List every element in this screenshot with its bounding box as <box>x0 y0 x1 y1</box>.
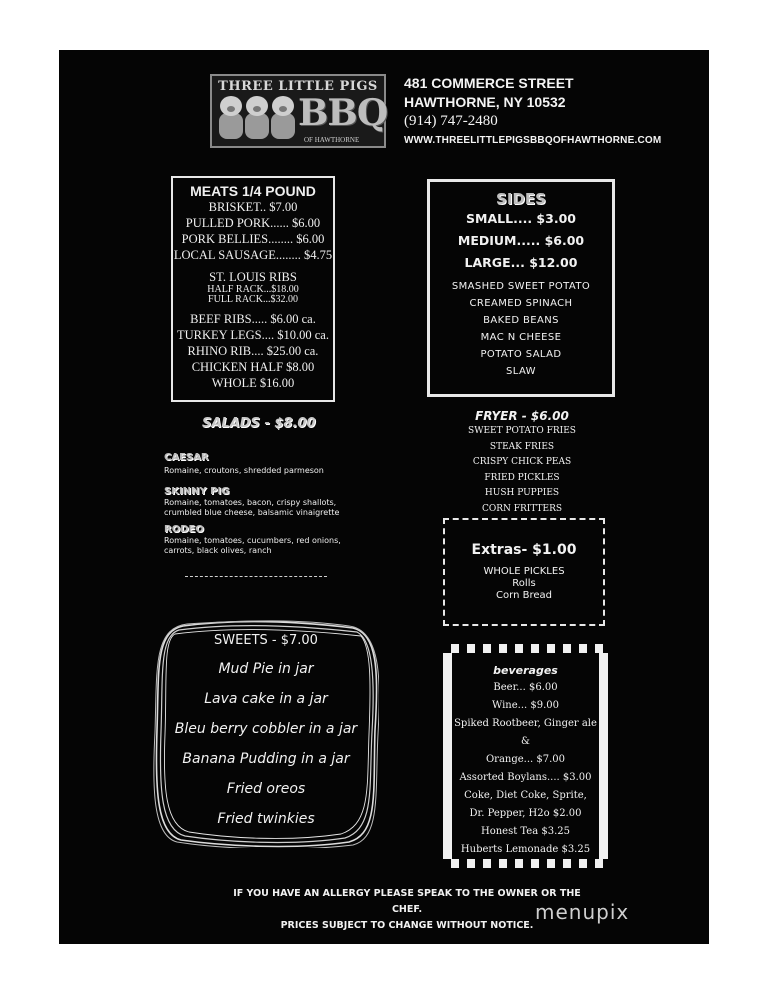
menu-item: Dr. Pepper, H2o $2.00 <box>469 808 582 819</box>
menu-item: Lava cake in a jar <box>204 691 328 707</box>
extras-title: Extras- $1.00 <box>471 542 577 558</box>
salad-description: Romaine, tomatoes, bacon, crispy shallots, crumbled blue cheese, balsamic vinaigrette <box>164 498 340 517</box>
checker-border <box>443 859 608 868</box>
menu-item: Banana Pudding in a jar <box>182 751 350 767</box>
menu-board <box>59 50 709 944</box>
menu-item: CORN FRITTERS <box>481 503 563 514</box>
menu-item: Honest Tea $3.25 <box>480 826 570 837</box>
divider <box>185 576 327 577</box>
menu-item: CRISPY CHICK PEAS <box>472 457 572 467</box>
size-price: MEDIUM..... $6.00 <box>457 233 585 248</box>
menu-item: SMASHED SWEET POTATO <box>451 281 591 292</box>
fryer-section <box>447 408 597 517</box>
menu-item: WHOLE PICKLES <box>483 566 565 577</box>
sides-title: SIDES <box>496 190 546 208</box>
menu-item: FRIED PICKLES <box>484 472 560 483</box>
menu-item: Bleu berry cobbler in a jar <box>174 721 358 737</box>
menu-item: TURKEY LEGS.... $10.00 ca. <box>177 328 329 342</box>
menu-item: Mud Pie in jar <box>218 661 314 677</box>
salad-name: SKINNY PIG <box>164 486 230 497</box>
menu-item: Fried oreos <box>226 781 306 797</box>
menu-item: PULLED PORK...... $6.00 <box>185 216 321 230</box>
footer-notice <box>227 886 587 934</box>
city-address: HAWTHORNE, NY 10532 <box>404 94 566 110</box>
meats-section <box>171 176 335 402</box>
menu-item: Orange... $7.00 <box>485 754 566 765</box>
ribs-title: ST. LOUIS RIBS <box>209 270 297 284</box>
menu-item: Assorted Boylans.... $3.00 <box>459 772 592 783</box>
menu-item: STEAK FRIES <box>489 441 555 452</box>
menu-item: PORK BELLIES........ $6.00 <box>181 232 325 246</box>
beverages-section <box>443 644 608 868</box>
salad-name: RODEO <box>164 524 204 535</box>
menu-item: MAC N CHEESE <box>480 332 562 343</box>
menu-item: Beer... $6.00 <box>493 682 558 693</box>
salads-title: SALADS - $8.00 <box>202 416 316 431</box>
menu-item: SLAW <box>506 366 536 377</box>
menu-item: Fried twinkies <box>217 811 315 827</box>
menu-item: Wine... $9.00 <box>491 700 559 711</box>
beverages-title: beverages <box>493 664 558 677</box>
salad-description: Romaine, croutons, shredded parmeson <box>164 466 324 475</box>
menu-item: BRISKET.. $7.00 <box>208 200 298 214</box>
price-notice: PRICES SUBJECT TO CHANGE WITHOUT NOTICE. <box>280 920 534 931</box>
menu-item: BEEF RIBS..... $6.00 ca. <box>190 312 316 326</box>
menu-item: HALF RACK...$18.00 <box>207 284 299 295</box>
restaurant-logo <box>210 74 386 148</box>
size-price: LARGE... $12.00 <box>464 255 578 270</box>
menu-item: Spiked Rootbeer, Ginger ale & <box>454 718 597 747</box>
menu-item: Corn Bread <box>496 590 552 601</box>
logo-subtitle: OF HAWTHORNE <box>304 136 360 144</box>
menu-item: BAKED BEANS <box>483 315 559 326</box>
salad-name: CAESAR <box>164 452 209 463</box>
menu-item: CHICKEN HALF $8.00 <box>191 360 315 374</box>
sweets-section <box>153 620 379 848</box>
extras-section <box>443 518 605 626</box>
logo-bbq: BBQ <box>298 92 388 134</box>
website-link[interactable]: WWW.THREELITTLEPIGSBBQOFHAWTHORNE.COM <box>404 135 662 146</box>
menu-item: CREAMED SPINACH <box>469 298 573 309</box>
menu-item: SWEET POTATO FRIES <box>468 426 576 436</box>
menu-item: Coke, Diet Coke, Sprite, <box>464 790 587 801</box>
menu-item: FULL RACK...$32.00 <box>208 294 298 305</box>
meats-title: MEATS 1/4 POUND <box>190 183 316 199</box>
salad-description: Romaine, tomatoes, cucumbers, red onions, carrots, black olives, ranch <box>164 536 341 555</box>
phone-number: (914) 747-2480 <box>404 113 498 129</box>
checker-border <box>443 644 608 653</box>
logo-title: THREE LITTLE PIGS <box>218 79 378 94</box>
menu-item: Huberts Lemonade $3.25 <box>460 844 591 855</box>
menu-item: WHOLE $16.00 <box>211 376 295 390</box>
address-block <box>404 74 574 131</box>
menupix-watermark: menupix <box>535 900 630 924</box>
sides-section <box>427 179 615 397</box>
menu-item: Rolls <box>512 578 536 589</box>
menu-item: HUSH PUPPIES <box>484 488 560 498</box>
fryer-title: FRYER - $6.00 <box>475 409 569 423</box>
menu-item: POTATO SALAD <box>480 349 562 360</box>
menu-item: LOCAL SAUSAGE........ $4.75 <box>173 248 333 262</box>
allergy-notice: IF YOU HAVE AN ALLERGY PLEASE SPEAK TO THE OWNER OR THE CHEF. <box>233 888 581 915</box>
sweets-title: SWEETS - $7.00 <box>214 633 318 648</box>
street-address: 481 COMMERCE STREET <box>404 75 574 91</box>
menu-item: RHINO RIB.... $25.00 ca. <box>187 344 319 358</box>
size-price: SMALL.... $3.00 <box>466 211 576 226</box>
